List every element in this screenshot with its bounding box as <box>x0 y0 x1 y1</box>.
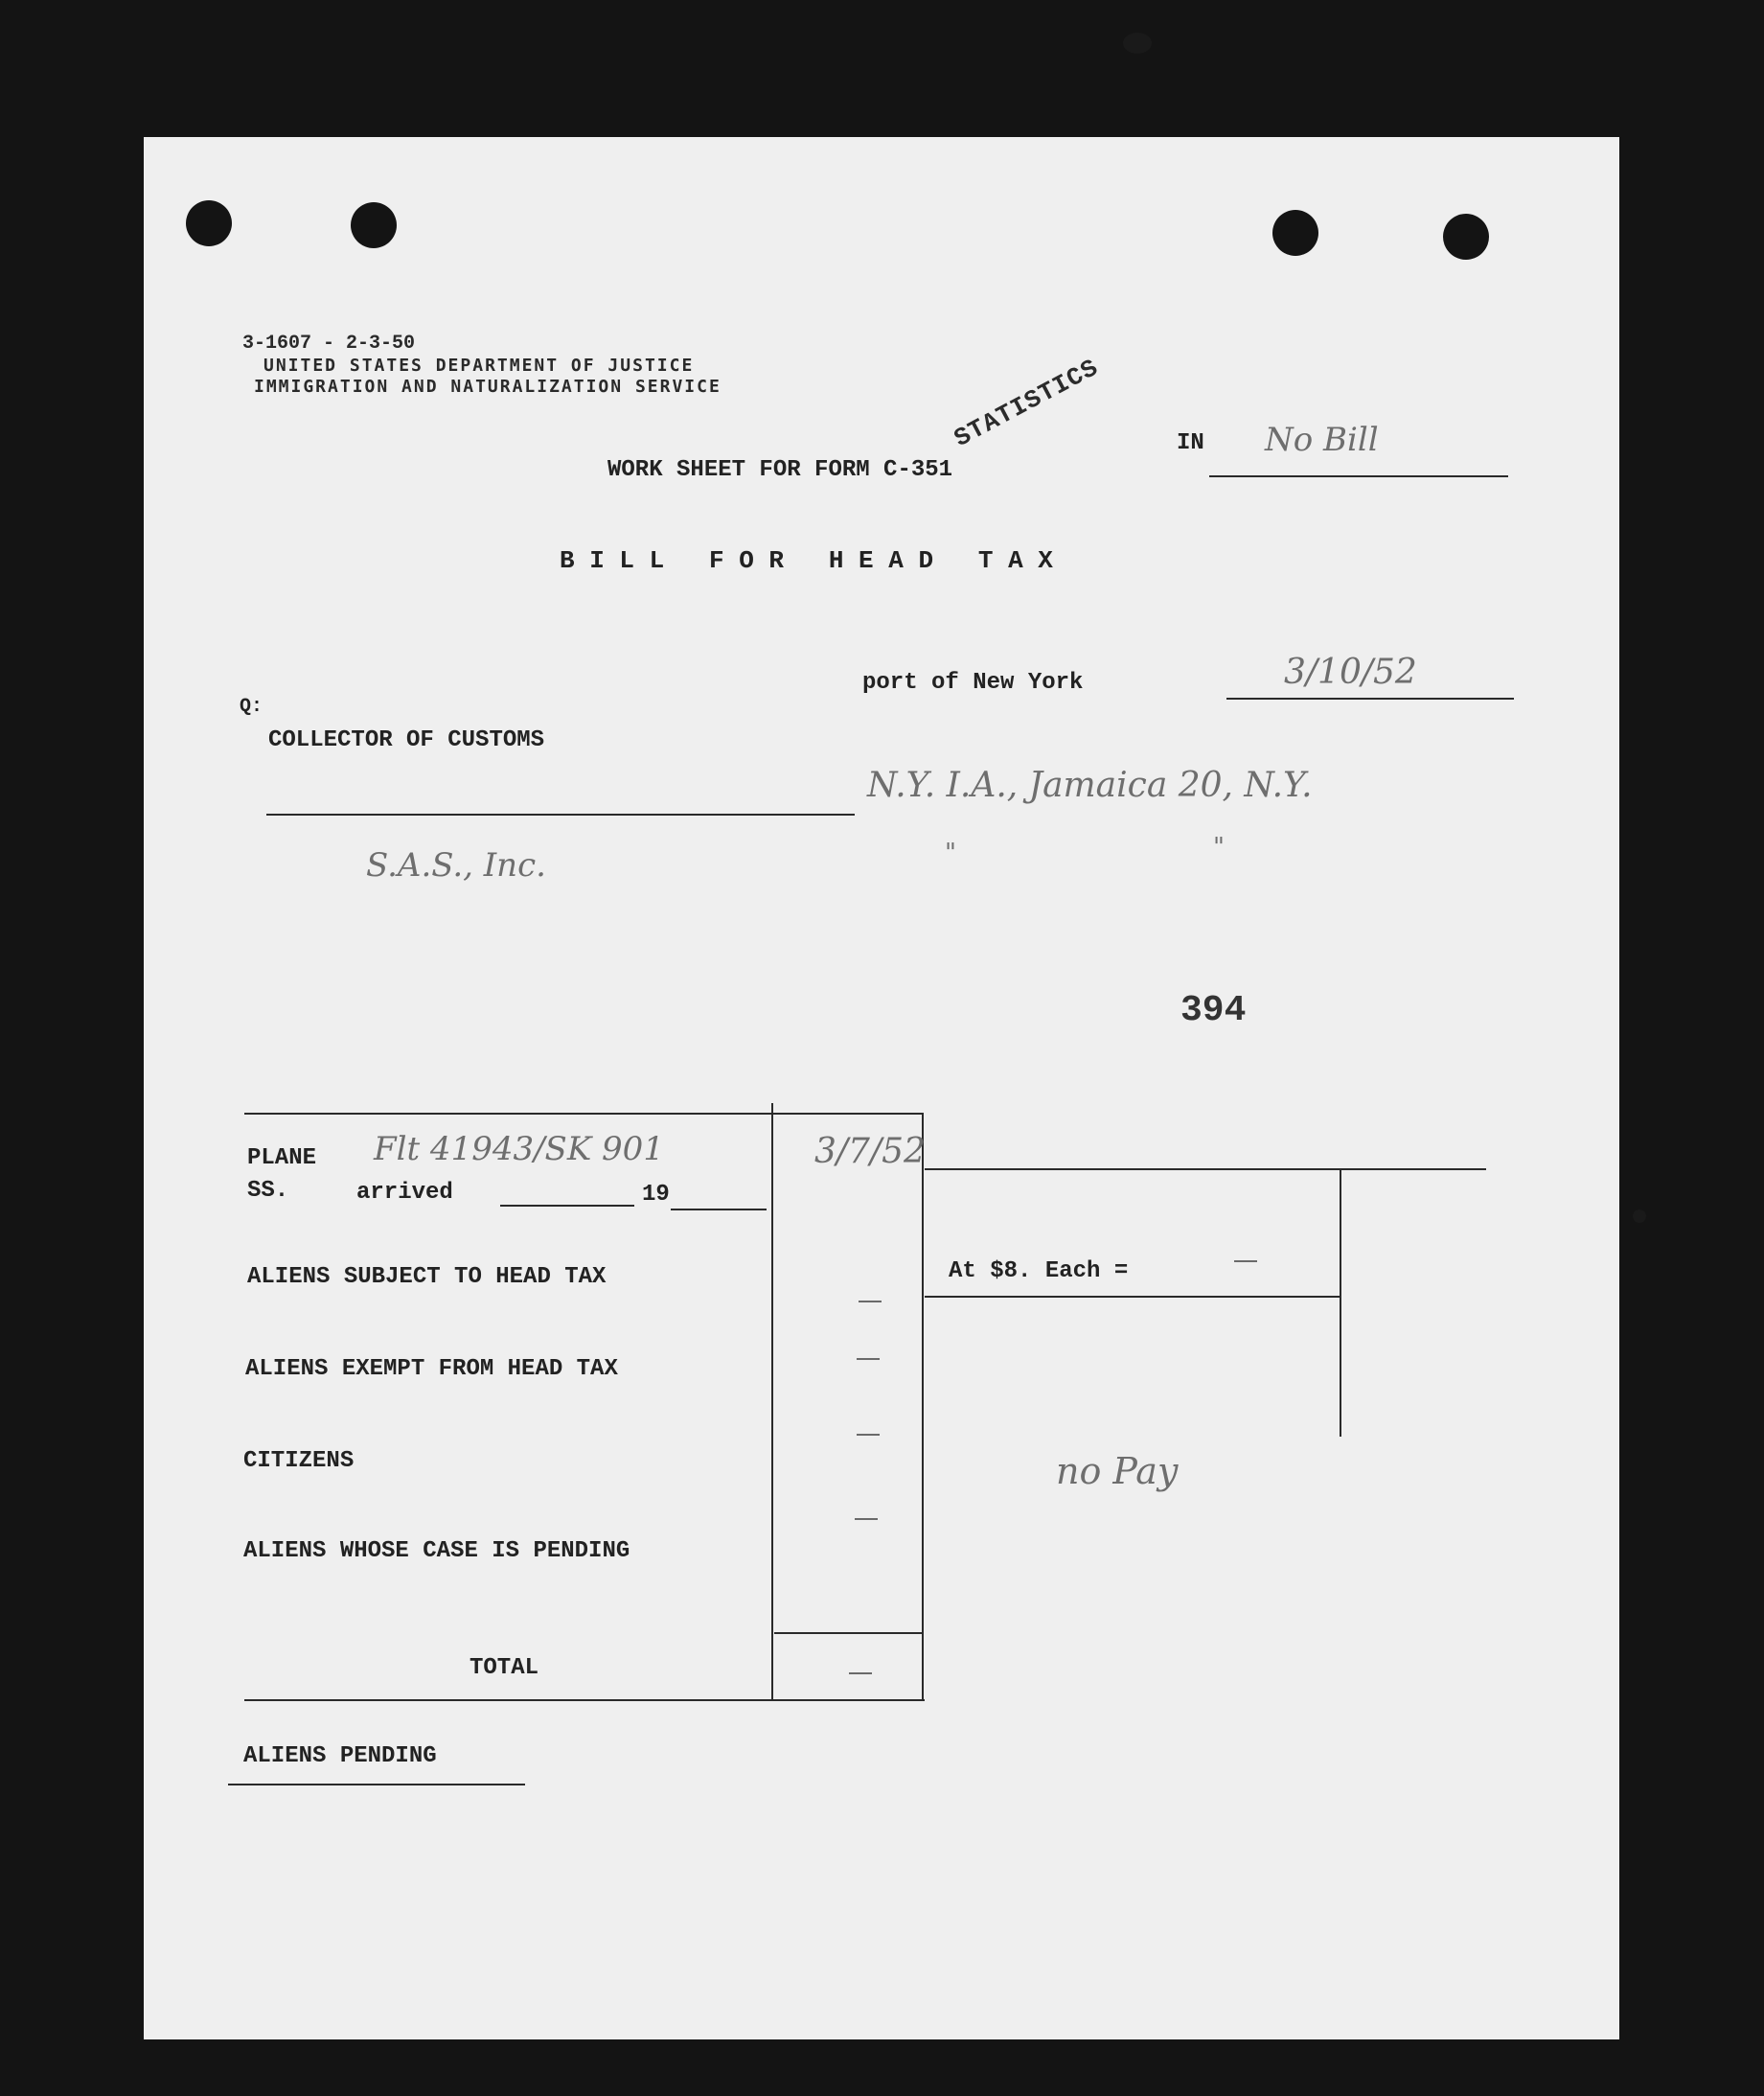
statistics-stamp: STATISTICS <box>949 353 1104 453</box>
in-value-handwritten: No Bill <box>1265 421 1379 459</box>
agency-line-2: IMMIGRATION AND NATURALIZATION SERVICE <box>254 377 722 397</box>
punch-hole <box>351 202 397 248</box>
rate-box-bottom <box>925 1296 1341 1298</box>
year-prefix: 19 <box>642 1182 670 1208</box>
ss-label: SS. <box>247 1178 289 1204</box>
punch-hole <box>1272 210 1318 256</box>
dust-speck <box>1123 33 1152 54</box>
no-pay-handwritten: no Pay <box>1056 1450 1179 1492</box>
aliens-pending-underline <box>228 1784 525 1785</box>
dust-speck <box>1633 1209 1646 1223</box>
flight-handwritten: Flt 41943/SK 901 <box>374 1130 664 1168</box>
year-blank <box>671 1209 767 1210</box>
collector-label: COLLECTOR OF CUSTOMS <box>268 727 545 753</box>
rate-box-right <box>1340 1168 1341 1437</box>
arrived-label: arrived <box>356 1180 453 1206</box>
rate-dash <box>1234 1260 1257 1262</box>
date-underline <box>1226 698 1514 700</box>
company-handwritten: S.A.S., Inc. <box>366 846 546 885</box>
address-handwritten: N.Y. I.A., Jamaica 20, N.Y. <box>867 766 1313 805</box>
agency-line-1: UNITED STATES DEPARTMENT OF JUSTICE <box>263 356 695 376</box>
punch-hole <box>1443 214 1489 260</box>
form-reference: 3-1607 - 2-3-50 <box>242 333 416 355</box>
count-dash <box>849 1672 872 1674</box>
arrived-blank <box>500 1205 634 1207</box>
ditto-mark: " <box>1213 833 1225 862</box>
worksheet-title: WORK SHEET FOR FORM C-351 <box>607 457 953 483</box>
count-dash <box>855 1518 878 1520</box>
sheet-number: 394 <box>1180 990 1247 1031</box>
count-dash <box>857 1434 880 1436</box>
in-underline <box>1209 475 1508 477</box>
plane-label: PLANE <box>247 1145 317 1171</box>
port-label: port of New York <box>862 670 1084 696</box>
aliens-pending-label: ALIENS PENDING <box>243 1743 437 1769</box>
table-right-border <box>922 1113 924 1699</box>
row-subject-to-tax: ALIENS SUBJECT TO HEAD TAX <box>247 1264 607 1290</box>
to-label: Q: <box>240 696 263 718</box>
date-handwritten: 3/10/52 <box>1284 653 1417 692</box>
row-exempt-from-tax: ALIENS EXEMPT FROM HEAD TAX <box>245 1356 618 1382</box>
in-label: IN <box>1177 430 1204 456</box>
row-citizens: CITIZENS <box>243 1448 355 1474</box>
total-label: TOTAL <box>470 1655 539 1681</box>
bill-title: B I L L F O R H E A D T A X <box>560 546 1053 575</box>
arrival-date-handwritten: 3/7/52 <box>814 1132 926 1171</box>
rate-box-top <box>925 1168 1486 1170</box>
rate-label: At $8. Each = <box>949 1258 1129 1284</box>
document-page <box>144 137 1619 2039</box>
ditto-mark: " <box>945 839 956 867</box>
table-divider <box>771 1103 773 1699</box>
count-dash <box>857 1358 880 1360</box>
total-separator <box>774 1632 923 1634</box>
count-dash <box>859 1301 882 1302</box>
punch-hole <box>186 200 232 246</box>
table-bottom-border <box>244 1699 925 1701</box>
table-top-border <box>244 1113 923 1115</box>
row-case-pending: ALIENS WHOSE CASE IS PENDING <box>243 1538 630 1564</box>
collector-underline <box>266 814 855 816</box>
